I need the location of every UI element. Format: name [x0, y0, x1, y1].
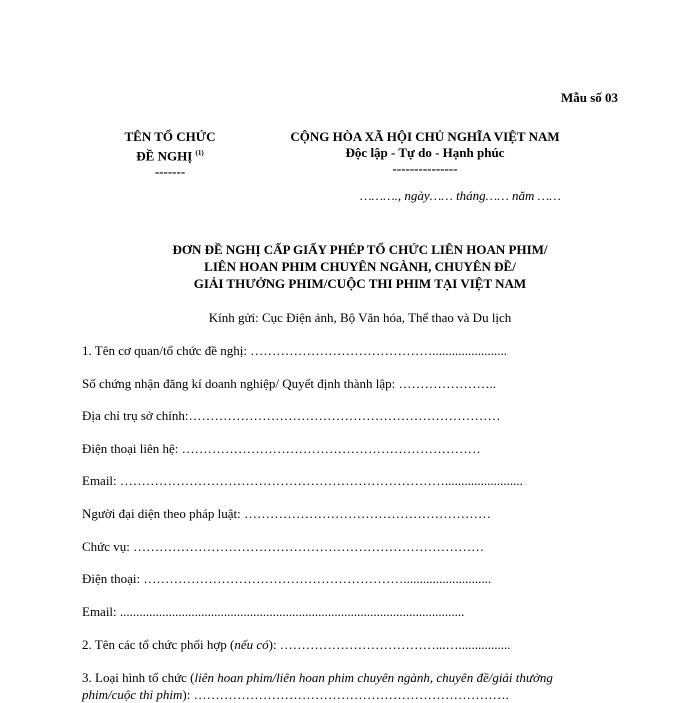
org-request-label: ĐỀ NGHỊ: [136, 148, 193, 164]
org-divider: -------: [154, 164, 186, 180]
event-type-suffix: ): ……………………………………………………………….: [182, 687, 509, 702]
field-organization-name: 1. Tên cơ quan/tổ chức đề nghị: …………………………………….......................: [82, 343, 507, 358]
organization-header: [110, 129, 230, 180]
partner-prefix: 2. Tên các tổ chức phối hợp (: [82, 637, 235, 652]
partner-suffix: ): ………………………………...…................: [268, 637, 511, 652]
national-header: [270, 129, 580, 177]
nation-motto: Độc lập - Tự do - Hạnh phúc: [345, 145, 505, 160]
nation-name: CỘNG HÒA XÃ HỘI CHỦ NGHĨA VIỆT NAM: [290, 129, 560, 144]
event-type-options: liên hoan phim/liên hoan phim chuyên ngành, chuyên đề/giải thưởng phim/cuộc thi phim: [82, 670, 553, 702]
field-contact-phone: Điện thoại liên hệ: ……………………………………………………………: [82, 441, 481, 456]
field-event-type: [82, 669, 602, 703]
field-position: Chức vụ: ………………………………………………………………………: [82, 539, 485, 554]
title-line-2: LIÊN HOAN PHIM CHUYÊN NGÀNH, CHUYÊN ĐỀ/: [204, 259, 516, 274]
field-partner-organizations: [82, 637, 511, 653]
form-code: Mẫu số 03: [560, 90, 618, 105]
org-request-line: [110, 145, 230, 164]
field-representative-email: Email: ..........................................................................................................: [82, 604, 465, 619]
field-headquarters-address: Địa chỉ trụ sở chính:………………………………………………………………: [82, 408, 501, 423]
document-title: [110, 241, 610, 292]
event-type-prefix: 3. Loại hình tổ chức (: [82, 670, 195, 685]
date-line: ………., ngày…… tháng…… năm ……: [360, 188, 561, 203]
field-email: Email: …………………………………………………………………........................: [82, 473, 523, 488]
org-name-label: TÊN TỔ CHỨC: [124, 129, 216, 144]
field-legal-representative: Người đại diện theo pháp luật: …………………………………………………: [82, 506, 491, 521]
field-registration-number: Số chứng nhận đăng kí doanh nghiệp/ Quyết định thành lập: …………………..: [82, 376, 496, 391]
recipient-line: Kính gửi: Cục Điện ảnh, Bộ Văn hóa, Thể thao và Du lịch: [208, 310, 512, 325]
title-line-3: GIẢI THƯỞNG PHIM/CUỘC THI PHIM TẠI VIỆT NAM: [193, 276, 527, 291]
title-line-1: ĐƠN ĐỀ NGHỊ CẤP GIẤY PHÉP TỔ CHỨC LIÊN HOAN PHIM/: [172, 242, 548, 257]
partner-optional-note: nếu có: [234, 637, 269, 652]
footnote-marker: (1): [195, 149, 204, 157]
nation-divider: ---------------: [392, 161, 458, 176]
field-representative-phone: Điện thoại: ……………………………………………………...........................: [82, 571, 492, 586]
